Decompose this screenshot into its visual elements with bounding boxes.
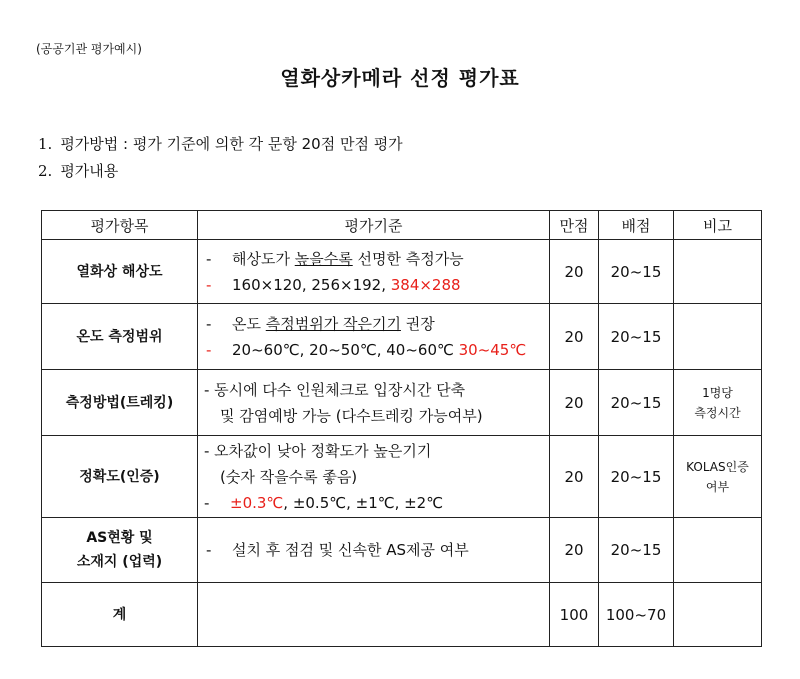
criteria-line: - ±0.3℃, ±0.5℃, ±1℃, ±2℃ [204,493,444,512]
criteria-cell [198,436,550,518]
criteria-cell [198,518,550,583]
score-cell: 20~15 [599,370,674,436]
remark-cell [674,583,762,647]
remark-cell [674,436,762,518]
remark-cell [674,518,762,583]
item-cell [42,518,198,583]
section-number: 1. [38,135,53,153]
score-cell: 20~15 [599,240,674,304]
header-criteria: 평가기준 [198,211,550,240]
table-header-row [42,211,762,240]
criteria-line: - 설치 후 점검 및 신속한 AS제공 여부 [206,541,469,559]
max-cell: 20 [550,518,599,583]
remark-line: 1명당 [702,385,733,400]
page-title: 열화상카메라 선정 평가표 [280,66,520,90]
score-cell: 20~15 [599,436,674,518]
header-note: (공공기관 평가예시) [36,42,142,56]
item-line: AS현황 및 [86,530,153,546]
criteria-line: - 20~60℃, 20~50℃, 40~60℃ 30~45℃ [206,340,527,359]
section-text: 평가내용 [60,162,119,180]
max-cell: 20 [550,436,599,518]
remark-cell [674,370,762,436]
section-1 [38,133,403,154]
score-cell: 20~15 [599,304,674,370]
max-cell: 20 [550,304,599,370]
remark-cell [674,240,762,304]
item-cell: 열화상 해상도 [42,240,198,304]
remark-line: KOLAS인증 [686,459,749,474]
header-score: 배점 [599,211,674,240]
criteria-line: - 해상도가 높을수록 선명한 측정가능 [206,249,464,268]
criteria-line: (숫자 작을수록 좋음) [220,467,358,486]
item-line: 소재지 (업력) [76,554,163,570]
criteria-line: - 온도 측정범위가 작은기기 권장 [206,314,435,333]
item-cell: 계 [42,583,198,647]
criteria-line: 및 감염예방 가능 (다수트레킹 가능여부) [220,406,483,425]
criteria-cell [198,240,550,304]
section-number: 2. [38,162,53,180]
score-cell: 20~15 [599,518,674,583]
total-row [42,583,762,647]
max-cell: 20 [550,370,599,436]
score-cell: 100~70 [599,583,674,647]
criteria-cell [198,370,550,436]
section-2 [38,160,118,181]
table-row [42,370,762,436]
criteria-line: - 오차값이 낮아 정확도가 높은기기 [204,441,432,460]
table-row [42,240,762,304]
header-remark: 비고 [674,211,762,240]
table-row [42,436,762,518]
max-cell: 100 [550,583,599,647]
item-cell: 온도 측정범위 [42,304,198,370]
criteria-line: - 동시에 다수 인원체크로 입장시간 단축 [204,380,466,399]
header-max: 만점 [550,211,599,240]
remark-line: 측정시간 [694,405,741,420]
item-cell: 측정방법(트레킹) [42,370,198,436]
criteria-line: - 160×120, 256×192, 384×288 [206,275,461,294]
section-text: 평가방법 : 평가 기준에 의한 각 문항 20점 만점 평가 [60,135,403,153]
header-item: 평가항목 [42,211,198,240]
max-cell: 20 [550,240,599,304]
criteria-cell [198,583,550,647]
item-cell: 정확도(인증) [42,436,198,518]
table-row [42,518,762,583]
remark-cell [674,304,762,370]
evaluation-table [41,210,762,647]
table-row [42,304,762,370]
remark-line: 여부 [705,479,730,494]
criteria-cell [198,304,550,370]
